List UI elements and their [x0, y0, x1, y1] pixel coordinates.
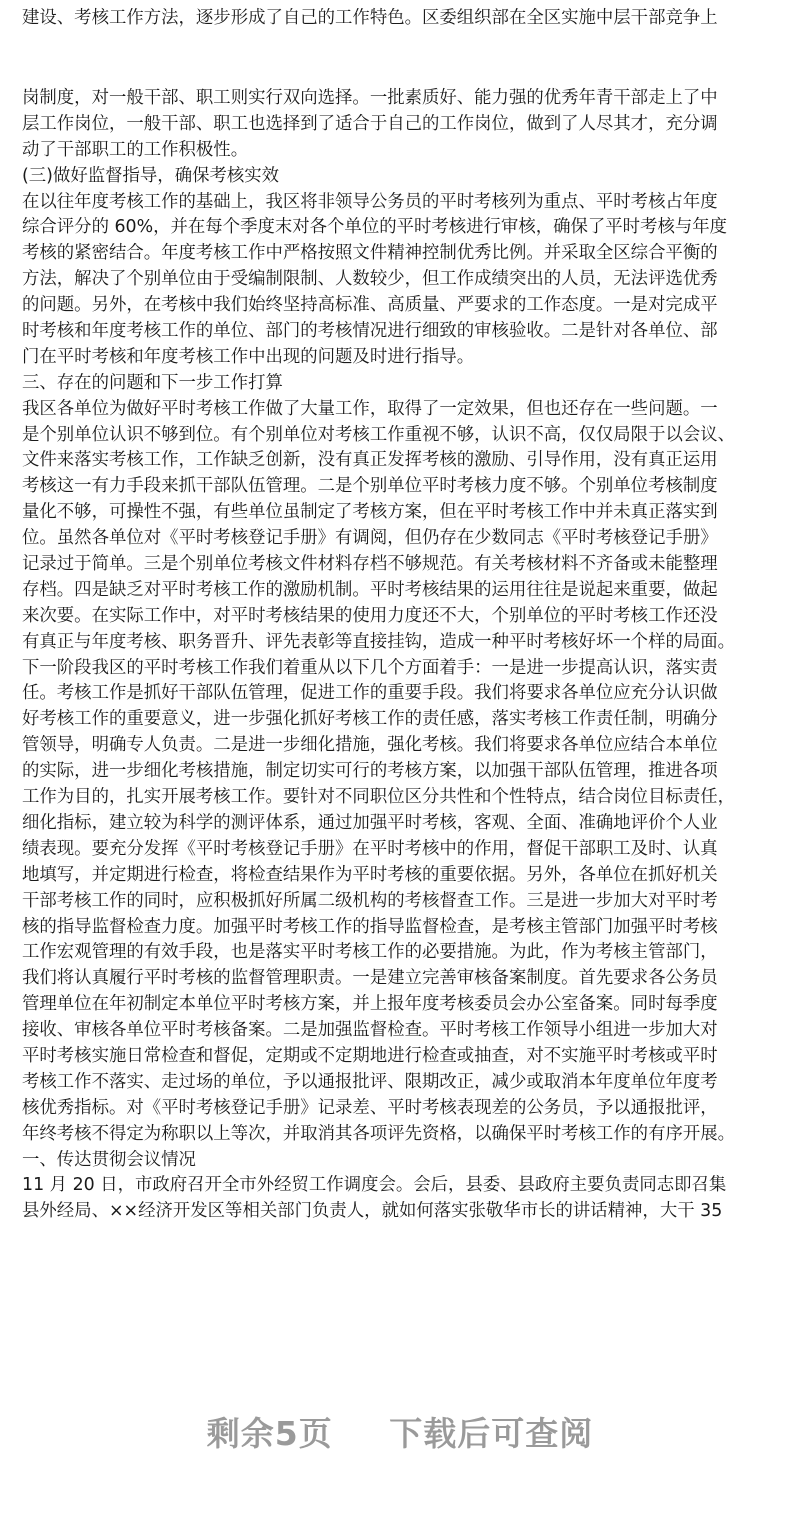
document-text-line: 门在平时考核和年度考核工作中出现的问题及时进行指导。 — [22, 346, 475, 367]
document-text-line: 细化指标，建立较为科学的测评体系，通过加强平时考核，客观、全面、准确地评价个人业 — [22, 812, 718, 833]
document-text-line: 管理单位在年初制定本单位平时考核方案，并上报年度考核委员会办公室备案。同时每季度 — [22, 994, 718, 1015]
document-text-line: 核优秀指标。对《平时考核登记手册》记录差、平时考核表现差的公务员，予以通报批评， — [22, 1097, 718, 1118]
document-text-line: 考核这一有力手段来抓干部队伍管理。二是个别单位平时考核力度不够。个别单位考核制度 — [22, 476, 718, 497]
document-text-line: 考核的紧密结合。年度考核工作中严格按照文件精神控制优秀比例。并采取全区综合平衡的 — [22, 243, 718, 264]
document-text-line: 时考核和年度考核工作的单位、部门的考核情况进行细致的审核验收。二是针对各单位、部 — [22, 321, 718, 342]
document-text-line: 动了干部职工的工作积极性。 — [22, 139, 249, 160]
document-text-line: 记录过于简单。三是个别单位考核文件材料存档不够规范。有关考核材料不齐备或未能整理 — [22, 554, 718, 575]
document-text-line: 县外经局、××经济开发区等相关部门负责人，就如何落实张敬华市长的讲话精神，大干 35 — [22, 1201, 723, 1222]
document-text-line: 三、存在的问题和下一步工作打算 — [22, 372, 283, 393]
document-text-line: 在以往年度考核工作的基础上，我区将非领导公务员的平时考核列为重点、平时考核占年度 — [22, 191, 718, 212]
document-text-line: 11 月 20 日，市政府召开全市外经贸工作调度会。会后，县委、县政府主要负责同志即召集 — [22, 1175, 727, 1196]
document-text-line: 存档。四是缺乏对平时考核工作的激励机制。平时考核结果的运用往往是说起来重要，做起 — [22, 579, 718, 600]
document-text-line: 的问题。另外，在考核中我们始终坚持高标准、高质量、严要求的工作态度。一是对完成平 — [22, 295, 718, 316]
document-text-line: 任。考核工作是抓好干部队伍管理，促进工作的重要手段。我们将要求各单位应充分认识做 — [22, 683, 718, 704]
download-prompt[interactable] — [0, 1408, 800, 1455]
document-text-line: 年终考核不得定为称职以上等次，并取消其各项评先资格，以确保平时考核工作的有序开展。 — [22, 1123, 736, 1144]
document-text-line: 工作为目的，扎实开展考核工作。要针对不同职位区分共性和个性特点，结合岗位目标责任， — [22, 787, 736, 808]
document-text-line: 是个别单位认识不够到位。有个别单位对考核工作重视不够，认识不高，仅仅局限于以会议、 — [22, 424, 736, 445]
document-text-line: 平时考核实施日常检查和督促，定期或不定期地进行检查或抽查，对不实施平时考核或平时 — [22, 1045, 718, 1066]
document-text-line: 我们将认真履行平时考核的监督管理职责。一是建立完善审核备案制度。首先要求各公务员 — [22, 968, 718, 989]
document-text-line: 来次要。在实际工作中，对平时考核结果的使用力度还不大，个别单位的平时考核工作还没 — [22, 605, 718, 626]
document-text-line: (三)做好监督指导，确保考核实效 — [22, 165, 280, 186]
document-text-line: 好考核工作的重要意义，进一步强化抓好考核工作的责任感，落实考核工作责任制，明确分 — [22, 709, 718, 730]
document-text-line: 接收、审核各单位平时考核备案。二是加强监督检查。平时考核工作领导小组进一步加大对 — [22, 1020, 718, 1041]
document-text-line: 有真正与年度考核、职务晋升、评先表彰等直接挂钩，造成一种平时考核好坏一个样的局面。 — [22, 631, 736, 652]
document-text-line: 方法，解决了个别单位由于受编制限制、人数较少，但工作成绩突出的人员，无法评选优秀 — [22, 269, 718, 290]
document-text-line: 岗制度，对一般干部、职工则实行双向选择。一批素质好、能力强的优秀年青干部走上了中 — [22, 88, 718, 108]
document-text-line: 考核工作不落实、走过场的单位，予以通报批评、限期改正，减少或取消本年度单位年度考 — [22, 1071, 718, 1092]
document-text-line: 工作宏观管理的有效手段，也是落实平时考核工作的必要措施。为此，作为考核主管部门， — [22, 942, 718, 963]
document-text-line: 文件来落实考核工作，工作缺乏创新，没有真正发挥考核的激励、引导作用，没有真正运用 — [22, 450, 718, 471]
document-text-line: 我区各单位为做好平时考核工作做了大量工作，取得了一定效果，但也还存在一些问题。一 — [22, 398, 718, 419]
document-text-line: 层工作岗位，一般干部、职工也选择到了适合于自己的工作岗位，做到了人尽其才，充分调 — [22, 113, 718, 134]
document-text-line: 管领导，明确专人负责。二是进一步细化措施，强化考核。我们将要求各单位应结合本单位 — [22, 735, 718, 756]
download-to-view-label: 下载后可查阅 — [389, 1414, 594, 1453]
document-text-line: 位。虽然各单位对《平时考核登记手册》有调阅，但仍存在少数同志《平时考核登记手册》 — [22, 528, 718, 549]
remaining-pages-label: 剩余5页 — [206, 1414, 333, 1453]
document-text-line: 核的指导监督检查力度。加强平时考核工作的指导监督检查，是考核主管部门加强平时考核 — [22, 916, 718, 937]
document-text-line: 的实际，进一步细化考核措施，制定切实可行的考核方案，以加强干部队伍管理，推进各项 — [22, 761, 718, 782]
document-text-line-top: 建设、考核工作方法，逐步形成了自己的工作特色。区委组织部在全区实施中层干部竞争上 — [22, 8, 718, 28]
document-text-line: 下一阶段我区的平时考核工作我们着重从以下几个方面着手：一是进一步提高认识，落实责 — [22, 657, 718, 678]
document-text-line: 绩表现。要充分发挥《平时考核登记手册》在平时考核中的作用，督促干部职工及时、认真 — [22, 838, 718, 859]
document-text-line: 综合评分的 60%，并在每个季度末对各个单位的平时考核进行审核，确保了平时考核与年度 — [22, 217, 728, 238]
document-body — [22, 86, 782, 1225]
document-text-line: 地填写，并定期进行检查，将检查结果作为平时考核的重要依据。另外，各单位在抓好机关 — [22, 864, 718, 885]
document-text-line: 量化不够，可操性不强，有些单位虽制定了考核方案，但在平时考核工作中并未真正落实到 — [22, 502, 718, 523]
document-text-line: 一、传达贯彻会议情况 — [22, 1149, 196, 1170]
document-text-line: 干部考核工作的同时，应积极抓好所属二级机构的考核督查工作。三是进一步加大对平时考 — [22, 890, 718, 911]
